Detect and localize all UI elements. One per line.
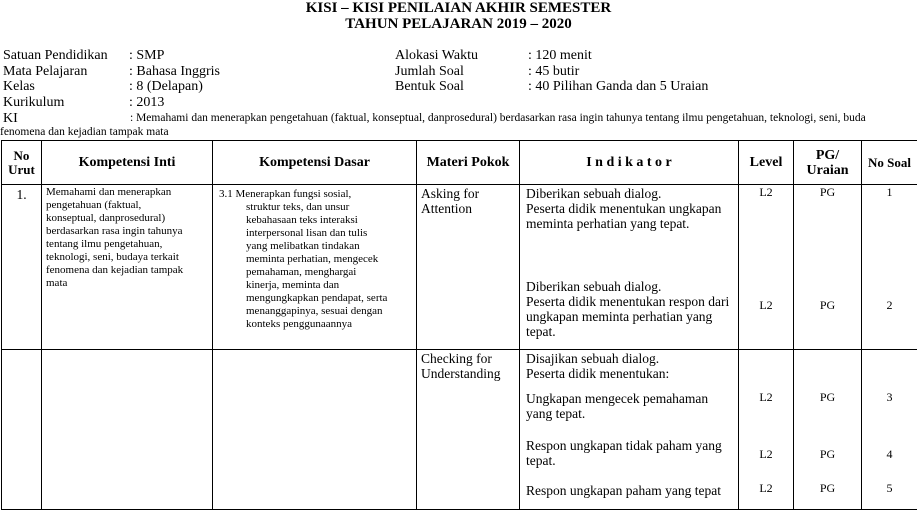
ki-line: mata (46, 277, 208, 290)
meta-value-kurikulum: : 2013 (129, 95, 164, 110)
kd-line: menanggapinya, sesuai dengan (219, 305, 412, 318)
no-soal-cell (862, 185, 917, 350)
ki-line: teknologi, seni, budaya terkait (46, 251, 208, 264)
indikator-item (526, 438, 732, 483)
materi-line: Checking for (421, 351, 515, 366)
materi-line: Asking for (421, 186, 515, 201)
meta-value-mapel: : Bahasa Inggris (129, 64, 220, 79)
indikator-item (526, 391, 732, 438)
kd-line: pemahaman, menghargai (219, 266, 412, 279)
indikator-line: Diberikan sebuah dialog. (526, 186, 732, 201)
indikator-cell (520, 185, 739, 350)
kisi-table (1, 140, 917, 510)
no-soal-value: 4 (862, 448, 917, 482)
document-subtitle: TAHUN PELAJARAN 2019 – 2020 (0, 16, 917, 33)
kompetensi-dasar-cell (213, 185, 417, 350)
kd-line: konteks penggunaannya (219, 318, 412, 331)
level-value: L2 (739, 350, 793, 448)
kd-line: 3.1 Menerapkan fungsi sosial, (219, 188, 412, 201)
meta-label-jumlah: Jumlah Soal (395, 64, 464, 79)
indikator-line: Ungkapan mengecek pemahaman (526, 391, 732, 406)
kompetensi-dasar-cell (213, 350, 417, 510)
indikator-line: Respon ungkapan tidak paham yang (526, 438, 732, 453)
pg-value: PG (794, 299, 861, 312)
ki-line: konseptual, danprosedural) (46, 212, 208, 225)
meta-label-satuan: Satuan Pendidikan (3, 48, 108, 63)
no-soal-value: 1 (862, 185, 917, 299)
level-value: L2 (739, 185, 793, 299)
meta-value-kelas: : 8 (Delapan) (129, 79, 203, 94)
kd-line: yang melibatkan tindakan (219, 240, 412, 253)
meta-value-alokasi: : 120 menit (528, 48, 592, 63)
kd-line: kinerja, meminta dan (219, 279, 412, 292)
ki-line: pengetahuan (faktual, (46, 199, 208, 212)
meta-label-kelas: Kelas (3, 79, 35, 94)
header-kompetensi-dasar: Kompetensi Dasar (213, 141, 417, 185)
level-value: L2 (739, 482, 793, 495)
pg-value: PG (794, 482, 861, 495)
no-soal-cell (862, 350, 917, 510)
header-materi-pokok: Materi Pokok (417, 141, 520, 185)
pg-value: PG (794, 448, 861, 482)
kd-line: kebahasaan teks interaksi (219, 214, 412, 227)
indikator-line: Peserta didik menentukan: (526, 366, 732, 381)
materi-line: Attention (421, 201, 515, 216)
kompetensi-inti-cell (42, 350, 213, 510)
indikator-line: Diberikan sebuah dialog. (526, 279, 732, 294)
ki-line: Memahami dan menerapkan (46, 186, 208, 199)
table-row (2, 350, 917, 510)
ki-line: tentang ilmu pengetahuan, (46, 238, 208, 251)
header-no-soal: No Soal (862, 141, 917, 185)
indikator-item (526, 279, 732, 339)
indikator-line: Peserta didik menentukan ungkapan (526, 201, 732, 216)
materi-pokok-cell (417, 185, 520, 350)
meta-value-bentuk: : 40 Pilihan Ganda dan 5 Uraian (528, 79, 708, 94)
level-value: L2 (739, 448, 793, 482)
meta-value-satuan: : SMP (129, 48, 164, 63)
kompetensi-inti-cell (42, 185, 213, 350)
indikator-line: meminta perhatian yang tepat. (526, 216, 732, 231)
indikator-line: tepat. (526, 453, 732, 468)
ki-line: berdasarkan rasa ingin tahunya (46, 225, 208, 238)
no-soal-value: 3 (862, 350, 917, 448)
document-title: KISI – KISI PENILAIAN AKHIR SEMESTER (0, 0, 917, 17)
indikator-line: ungkapan meminta perhatian yang (526, 309, 732, 324)
table-header-row (2, 141, 917, 185)
level-value: L2 (739, 299, 793, 312)
indikator-line: yang tepat. (526, 406, 732, 421)
indikator-item (526, 186, 732, 279)
meta-label-ki: KI (3, 111, 18, 126)
pg-uraian-cell (794, 185, 862, 350)
materi-line: Understanding (421, 366, 515, 381)
indikator-line: tepat. (526, 324, 732, 339)
header-level: Level (739, 141, 794, 185)
pg-value: PG (794, 185, 861, 299)
pg-value: PG (794, 350, 861, 448)
kd-line: struktur teks, dan unsur (219, 201, 412, 214)
meta-label-bentuk: Bentuk Soal (395, 79, 464, 94)
meta-value-jumlah: : 45 butir (528, 64, 579, 79)
indikator-line: Respon ungkapan paham yang tepat (526, 483, 732, 498)
header-kompetensi-inti: Kompetensi Inti (42, 141, 213, 185)
row-number (2, 350, 42, 510)
meta-label-alokasi: Alokasi Waktu (395, 48, 478, 63)
pg-uraian-cell (794, 350, 862, 510)
meta-label-mapel: Mata Pelajaran (3, 64, 87, 79)
ki-description-continued: fenomena dan kejadian tampak mata (0, 125, 169, 139)
kd-line: meminta perhatian, mengecek (219, 253, 412, 266)
header-pg-uraian: PG/ Uraian (794, 141, 862, 185)
header-no-urut: No Urut (2, 141, 42, 185)
materi-pokok-cell (417, 350, 520, 510)
indikator-line: Disajikan sebuah dialog. (526, 351, 732, 366)
indikator-item (526, 483, 732, 498)
indikator-intro (526, 351, 732, 391)
indikator-line: Peserta didik menentukan respon dari (526, 294, 732, 309)
ki-line: fenomena dan kejadian tampak (46, 264, 208, 277)
kd-line: interpersonal lisan dan tulis (219, 227, 412, 240)
ki-description: : Memahami dan menerapkan pengetahuan (faktual, konseptual, danprosedural) berdasarkan rasa ingin tahunya tentang ilmu pengetahuan, teknologi, seni, buda (130, 111, 866, 125)
indikator-cell (520, 350, 739, 510)
kd-line: mengungkapkan pendapat, serta (219, 292, 412, 305)
no-soal-value: 5 (862, 482, 917, 495)
level-cell (739, 185, 794, 350)
table-row (2, 185, 917, 350)
meta-label-kurikulum: Kurikulum (3, 95, 64, 110)
level-cell (739, 350, 794, 510)
header-indikator: I n d i k a t o r (520, 141, 739, 185)
no-soal-value: 2 (862, 299, 917, 312)
row-number: 1. (2, 185, 42, 350)
